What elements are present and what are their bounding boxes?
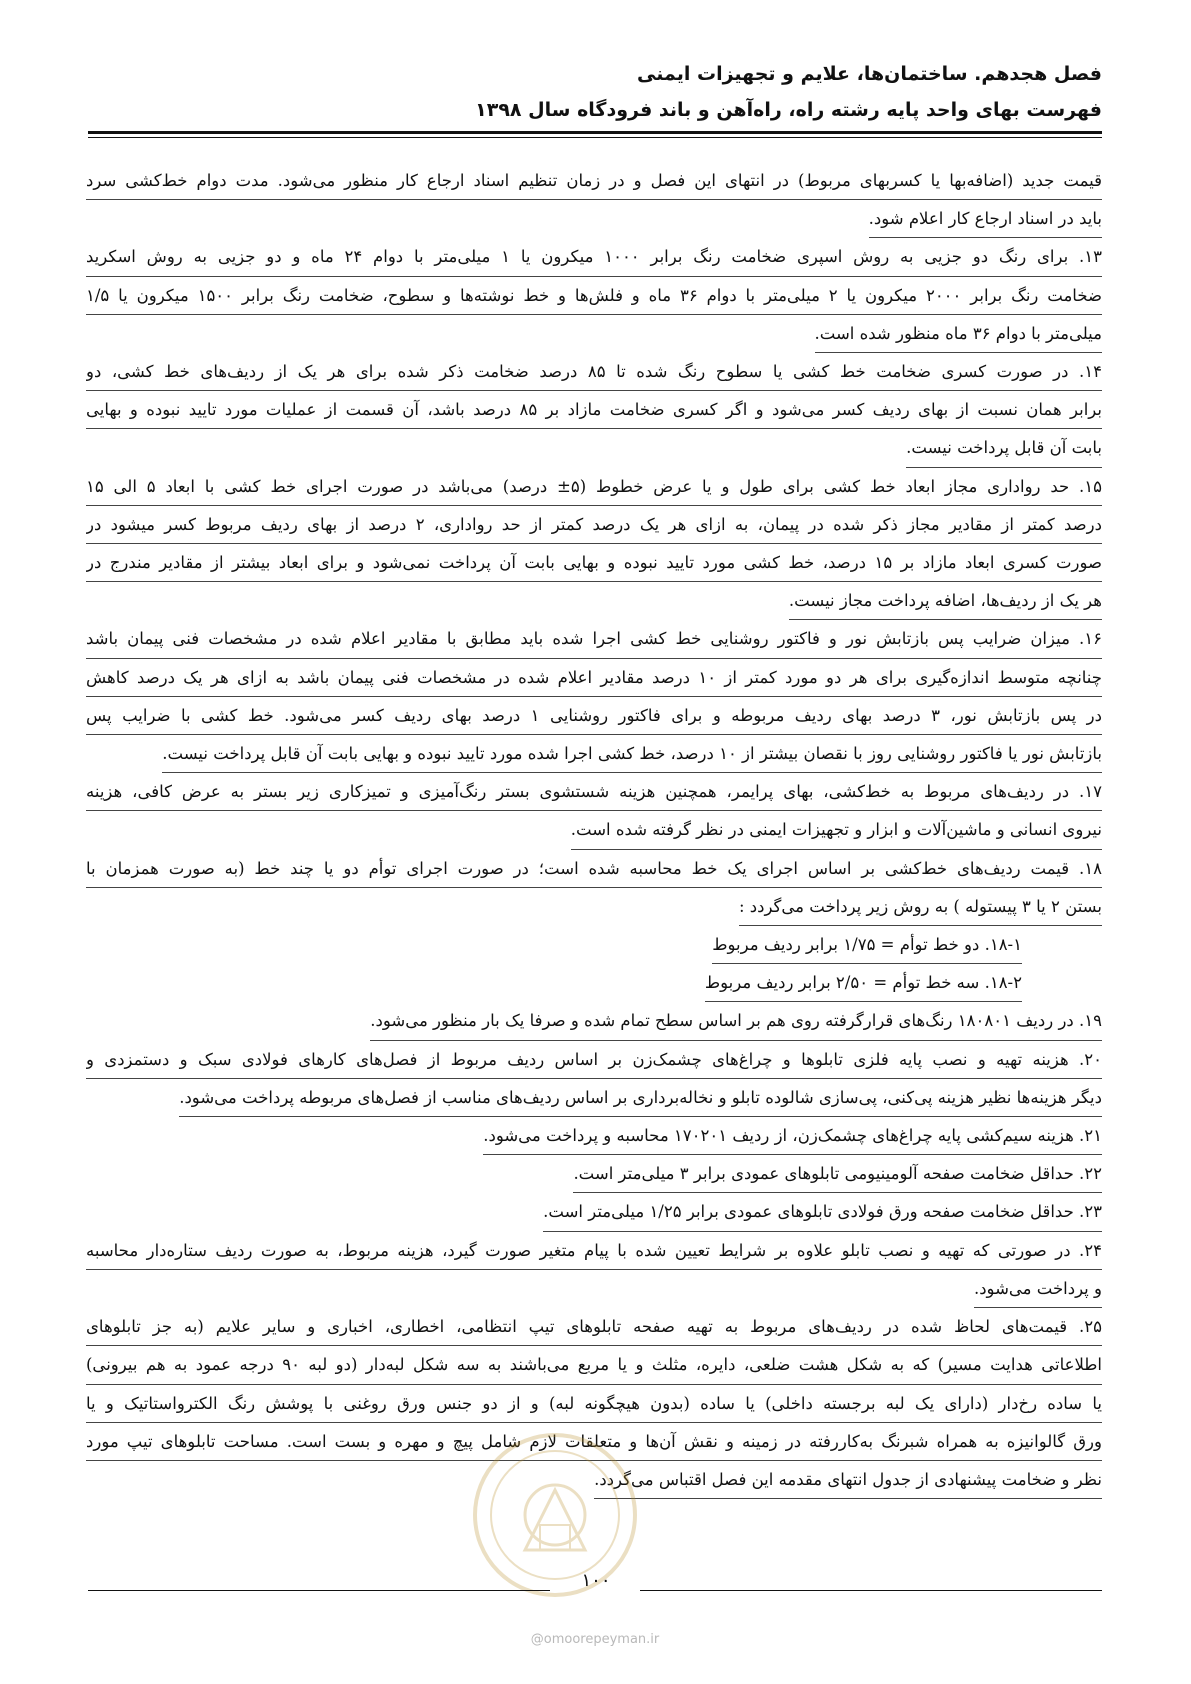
page-header (92, 56, 1102, 128)
document-body (86, 162, 1102, 1499)
footer-rule-left (88, 1590, 550, 1591)
text-line: دیگر هزینه‌ها نظیر هزینه پی‌کنی، پی‌سازی شالوده تابلو و نخاله‌برداری بر اساس ردیف‌های مناسب از فصل‌های مربوطه پرداخت می‌شود. (179, 1079, 1102, 1117)
text-line: ۲۳. حداقل ضخامت صفحه ورق فولادی تابلوهای عمودی برابر ۱/۲۵ میلی‌متر است. (543, 1193, 1102, 1231)
paragraph (86, 1232, 1102, 1308)
paragraph (86, 1117, 1102, 1155)
text-line: درصد کمتر از مقادیر مجاز ذکر شده در پیمان، به ازای هر یک درصد کمتر از حد رواداری، ۲ درصد از بهای ردیف مربوط کسر میشود در (86, 506, 1102, 544)
text-line: ۱۹. در ردیف ۱۸۰۸۰۱ رنگ‌های قرارگرفته روی هم بر اساس سطح تمام شده و صرفا یک بار منظور می‌شود. (370, 1002, 1102, 1040)
chapter-title: فصل هجدهم. ساختمان‌ها، علایم و تجهیزات ایمنی (637, 63, 1102, 85)
text-line: ۱۳. برای رنگ دو جزیی به روش اسپری ضخامت رنگ برابر ۱۰۰۰ میکرون یا ۱ میلی‌متر با دوام ۲۴ ماه و دو جزیی به روش اسکرید (86, 238, 1102, 276)
sub-item (86, 926, 1102, 964)
text-line: یا ساده رخ‌دار (دارای یک لبه برجسته داخلی) یا ساده (بدون هیچگونه لبه) و از دو جنس ورق روغنی با پوشش رنگ الکترواستاتیک و یا (86, 1385, 1102, 1423)
text-line: ورق گالوانیزه به همراه شبرنگ به‌کاررفته در زمینه و نقش آن‌ها و متعلقات لازم شامل پیچ و مهره و بست است. مساحت تابلوهای تیپ مورد (86, 1423, 1102, 1461)
header-rule-thin (88, 137, 1102, 138)
text-line: میلی‌متر با دوام ۳۶ ماه منظور شده است. (815, 315, 1103, 353)
paragraph (86, 468, 1102, 621)
paragraph (86, 1041, 1102, 1117)
paragraph (86, 773, 1102, 849)
text-line: و پرداخت می‌شود. (974, 1270, 1102, 1308)
paragraph (86, 850, 1102, 926)
price-list-title: فهرست بهای واحد پایه رشته راه، راه‌آهن و باند فرودگاه سال ۱۳۹۸ (475, 99, 1102, 121)
text-line: چنانچه متوسط اندازه‌گیری برای هر دو مورد کمتر از ۱۰ درصد مقادیر اعلام شده در مشخصات فنی پیمان باشد به ازای هر یک درصد کاهش (86, 659, 1102, 697)
text-line: ۱۵. حد رواداری مجاز ابعاد خط کشی برای طول و یا عرض خطوط (۵± درصد) می‌باشد در صورت اجرای خط کشی با ابعاد ۵ الی ۱۵ (86, 468, 1102, 506)
text-line: بابت آن قابل پرداخت نیست. (906, 429, 1102, 467)
paragraph (86, 1002, 1102, 1040)
text-line: باید در اسناد ارجاع کار اعلام شود. (869, 200, 1102, 238)
page-number: ۱۰۰ (581, 1570, 611, 1591)
paragraph (86, 238, 1102, 353)
text-line: ۱۸-۲. سه خط توأم = ۲/۵۰ برابر ردیف مربوط (705, 964, 1022, 1002)
text-line: نظر و ضخامت پیشنهادی از جدول انتهای مقدمه این فصل اقتباس می‌گردد. (594, 1461, 1102, 1499)
paragraph (86, 353, 1102, 468)
text-line: ۲۴. در صورتی که تهیه و نصب تابلو علاوه بر شرایط تعیین شده با پیام متغیر صورت گیرد، هزینه مربوط، به صورت ردیف ستاره‌دار محاسبه (86, 1232, 1102, 1270)
paragraph (86, 620, 1102, 773)
watermark-text: @omoorepeyman.ir (530, 1632, 660, 1647)
text-line: ۱۸. قیمت ردیف‌های خط‌کشی بر اساس اجرای یک خط محاسبه شده است؛ در صورت اجرای توأم دو یا چند خط (به صورت همزمان با (86, 850, 1102, 888)
text-line: ضخامت رنگ برابر ۲۰۰۰ میکرون یا ۲ میلی‌متر با دوام ۳۶ ماه و فلش‌ها و خط نوشته‌ها و سطوح، ضخامت رنگ برابر ۱۵۰۰ میکرون یا ۱/۵ (86, 277, 1102, 315)
text-line: هر یک از ردیف‌ها، اضافه پرداخت مجاز نیست. (789, 582, 1102, 620)
sub-item (86, 964, 1102, 1002)
text-line: صورت کسری ابعاد مازاد بر ۱۵ درصد، خط کشی مورد تایید نبوده و بهایی بابت آن پرداخت نمی‌شود و برای ابعاد بیشتر از مقادیر مندرج در (86, 544, 1102, 582)
paragraph (86, 1155, 1102, 1193)
text-line: بستن ۲ یا ۳ پیستوله ) به روش زیر پرداخت می‌گردد : (739, 888, 1102, 926)
paragraph (86, 162, 1102, 238)
text-line: ۱۴. در صورت کسری ضخامت خط کشی یا سطوح رنگ شده تا ۸۵ درصد ضخامت ذکر شده برای هر یک از ردیف‌های خط کشی، دو (86, 353, 1102, 391)
text-line: نیروی انسانی و ماشین‌آلات و ابزار و تجهیزات ایمنی در نظر گرفته شده است. (571, 811, 1102, 849)
text-line: قیمت جدید (اضافه‌بها یا کسربهای مربوط) در انتهای این فصل و در زمان تنظیم اسناد ارجاع کار منظور می‌شود. مدت دوام خط‌کشی سرد (86, 162, 1102, 200)
text-line: ۲۲. حداقل ضخامت صفحه آلومینیومی تابلوهای عمودی برابر ۳ میلی‌متر است. (573, 1155, 1102, 1193)
text-line: ۱۶. میزان ضرایب پس بازتابش نور و فاکتور روشنایی خط کشی اجرا شده باید مطابق با مقادیر اعلام شده در مشخصات فنی پیمان باشد (86, 620, 1102, 658)
text-line: ۱۸-۱. دو خط توأم = ۱/۷۵ برابر ردیف مربوط (712, 926, 1022, 964)
header-rule-thick (88, 131, 1102, 134)
text-line: اطلاعاتی هدایت مسیر) که به شکل هشت ضلعی، دایره، مثلث و یا مربع می‌باشند به سه شکل لبه‌دار (دو لبه ۹۰ درجه عمود به هم بیرونی) (86, 1346, 1102, 1384)
text-line: بازتابش نور یا فاکتور روشنایی روز با نقصان بیشتر از ۱۰ درصد، خط کشی اجرا شده مورد تایید نبوده و بهایی بابت آن قابل پرداخت نیست. (162, 735, 1102, 773)
text-line: ۲۵. قیمت‌های لحاظ شده در ردیف‌های مربوط به تهیه صفحه تابلوهای تیپ انتظامی، اخطاری، اخباری و سایر علایم (به جز تابلوهای (86, 1308, 1102, 1346)
text-line: برابر همان نسبت از بهای ردیف کسر می‌شود و اگر کسری ضخامت مازاد بر ۸۵ درصد باشد، آن قسمت از عملیات مورد تایید نبوده و بهایی (86, 391, 1102, 429)
text-line: ۱۷. در ردیف‌های مربوط به خط‌کشی، بهای پرایمر، همچنین هزینه شستشوی بستر رنگ‌آمیزی و تمیزکاری زیر بستر به عرض کافی، هزینه (86, 773, 1102, 811)
text-line: در پس بازتابش نور، ۳ درصد بهای ردیف مربوطه و برای فاکتور روشنایی ۱ درصد بهای ردیف کسر می‌شود. خط کشی با ضرایب پس (86, 697, 1102, 735)
paragraph (86, 1193, 1102, 1231)
text-line: ۲۰. هزینه تهیه و نصب پایه فلزی تابلوها و چراغ‌های چشمک‌زن بر اساس ردیف مربوط از فصل‌های کارهای فولادی سبک و دستمزدی و (86, 1041, 1102, 1079)
footer-rule-right (640, 1590, 1102, 1591)
text-line: ۲۱. هزینه سیم‌کشی پایه چراغ‌های چشمک‌زن، از ردیف ۱۷۰۲۰۱ محاسبه و پرداخت می‌شود. (483, 1117, 1102, 1155)
